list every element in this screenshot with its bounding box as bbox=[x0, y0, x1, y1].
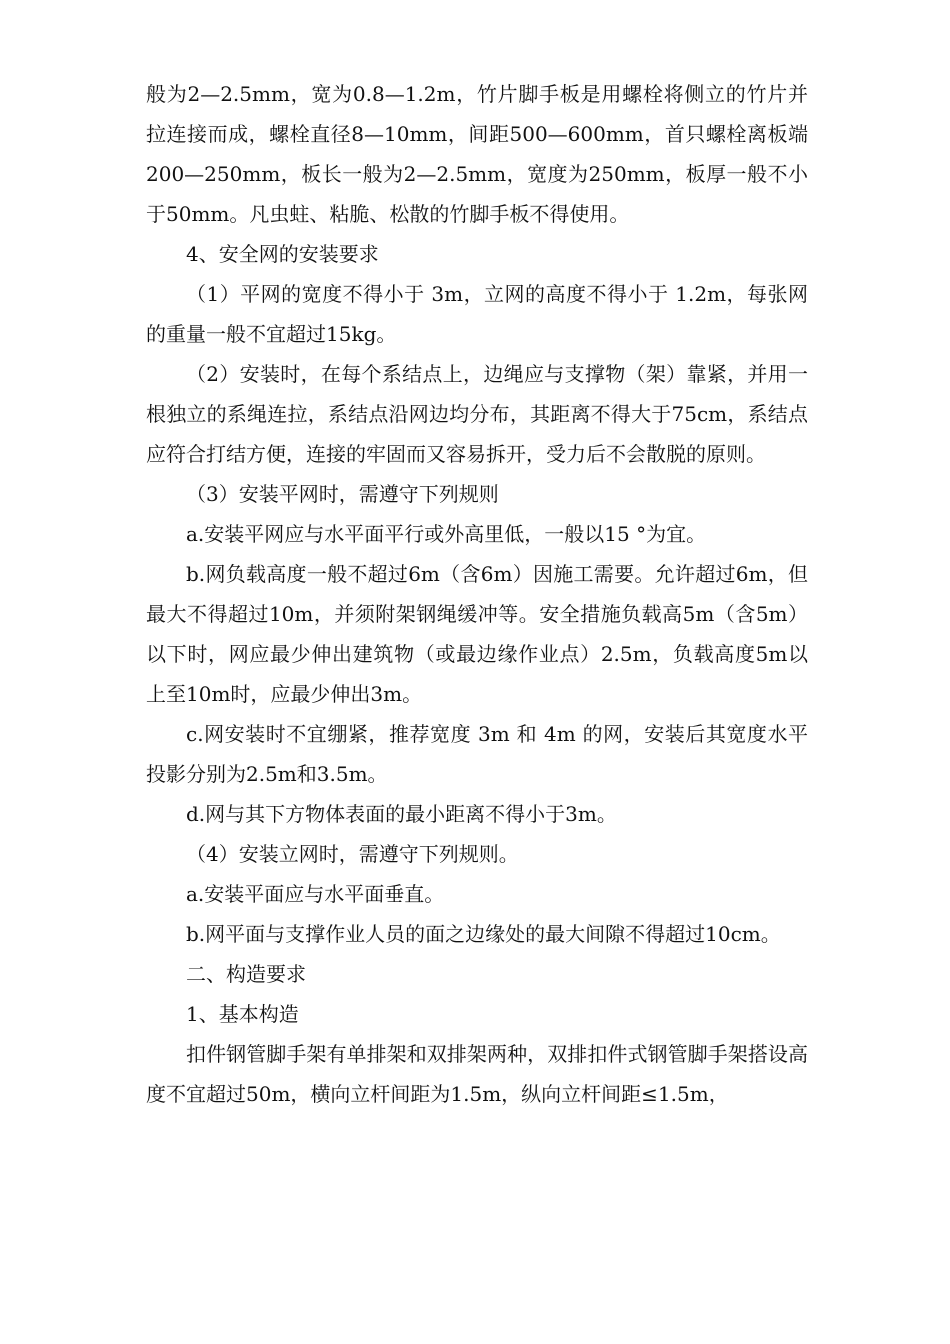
paragraph-rule-d: d.网与其下方物体表面的最小距离不得小于3m。 bbox=[186, 802, 617, 826]
heading-basic-construction: 1、基本构造 bbox=[186, 1002, 299, 1026]
paragraph-installation-tie-points: （2）安装时，在每个系结点上，边绳应与支撑物（架）靠紧，并用一根独立的系绳连拉，系结点沿网边均分布，其距离不得大于75cm，系结点应符合打结方便，连接的牢固而又容易拆开，受力后不会散脱的原则。 bbox=[146, 362, 808, 466]
heading-safety-net-installation: 4、安全网的安装要求 bbox=[186, 242, 379, 266]
paragraph-rule-c: c.网安装时不宜绷紧，推荐宽度 3m 和 4m 的网，安装后其宽度水平投影分别为2.5m和3.5m。 bbox=[146, 722, 808, 786]
paragraph-rule-b: b.网负载高度一般不超过6m（含6m）因施工需要。允许超过6m，但最大不得超过10m，并须附架钢绳缓冲等。安全措施负载高5m（含5m）以下时，网应最少伸出建筑物（或最边缘作业点）2.5m，负载高度5m以上至10m时，应最少伸出3m。 bbox=[146, 562, 808, 706]
paragraph-continued-bamboo-board: 般为2—2.5mm，宽为0.8—1.2m，竹片脚手板是用螺栓将侧立的竹片并拉连接而成，螺栓直径8—10mm，间距500—600mm，首只螺栓离板端200—250mm，板长一般为2—2.5mm，宽度为250mm，板厚一般不小于50mm。凡虫蛀、粘脆、松散的竹脚手板不得使用。 bbox=[146, 82, 808, 226]
paragraph-rule-a: a.安装平网应与水平面平行或外高里低，一般以15 °为宜。 bbox=[186, 522, 707, 546]
heading-construction-requirements: 二、构造要求 bbox=[186, 962, 306, 986]
paragraph-vertical-net-rules: （4）安装立网时，需遵守下列规则。 bbox=[186, 842, 519, 866]
paragraph-net-size: （1）平网的宽度不得小于 3m，立网的高度不得小于 1.2m，每张网的重量一般不宜超过15kg。 bbox=[146, 282, 808, 346]
paragraph-vertical-rule-a: a.安装平面应与水平面垂直。 bbox=[186, 882, 445, 906]
paragraph-vertical-rule-b: b.网平面与支撑作业人员的面之边缘处的最大间隙不得超过10cm。 bbox=[186, 922, 781, 946]
paragraph-scaffold-types: 扣件钢管脚手架有单排架和双排架两种，双排扣件式钢管脚手架搭设高度不宜超过50m，横向立杆间距为1.5m，纵向立杆间距≤1.5m， bbox=[146, 1042, 808, 1106]
document-body bbox=[146, 74, 808, 1114]
paragraph-flat-net-rules: （3）安装平网时，需遵守下列规则 bbox=[186, 482, 499, 506]
